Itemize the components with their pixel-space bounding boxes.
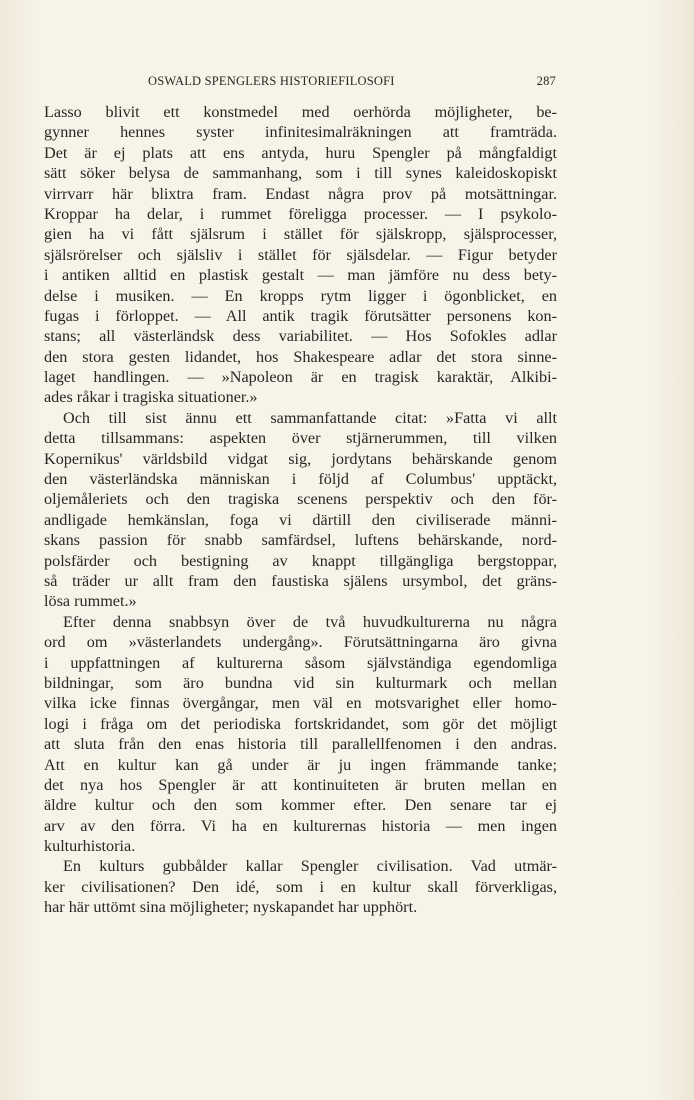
text-line: i antiken alltid en plastisk gestalt — man jämföre nu dess bety-	[44, 266, 557, 285]
text-line: Det är ej plats att ens antyda, huru Spengler på mångfaldigt	[44, 143, 557, 162]
text-line: stans; all västerländsk dess variabilitet. — Hos Sofokles adlar	[44, 327, 557, 346]
text-line: Kroppar ha delar, i rummet föreligga processer. — I psykolo-	[44, 204, 557, 223]
text-line: oljemåleriets och den tragiska scenens perspektiv och den för-	[44, 490, 557, 509]
paragraph	[44, 612, 557, 857]
text-line: Kopernikus' världsbild vidgat sig, jordytans behärskande genom	[44, 449, 557, 468]
text-line: själsrörelser och själsliv i stället för själsdelar. — Figur betyder	[44, 245, 557, 264]
text-line: äldre kultur och den som kommer efter. Den senare tar ej	[44, 796, 557, 815]
text-line: den västerländska människan i följd af Columbus' upptäckt,	[44, 470, 557, 489]
text-line: i uppfattningen af kulturerna såsom självständiga egendomliga	[44, 653, 557, 672]
text-line: virrvarr här blixtra fram. Endast några prov på motsättningar.	[44, 184, 557, 203]
text-line: den stora gesten lidandet, hos Shakespeare adlar det stora sinne-	[44, 347, 557, 366]
text-line: Efter denna snabbsyn över de två huvudkulturerna nu några	[63, 612, 557, 631]
paragraph	[44, 102, 557, 408]
text-line: Och till sist ännu ett sammanfattande citat: »Fatta vi allt	[63, 408, 557, 427]
text-line: delse i musiken. — En kropps rytm ligger i ögonblicket, en	[44, 286, 557, 305]
paragraph	[44, 856, 557, 917]
text-line: gien ha vi fått själsrum i stället för själskropp, själsprocesser,	[44, 225, 557, 244]
text-line: detta tillsammans: aspekten över stjärnerummen, till vilken	[44, 429, 557, 448]
text-line: ker civilisationen? Den idé, som i en kultur skall förverkligas,	[44, 877, 557, 896]
text-line: bildningar, som äro bundna vid sin kulturmark och mellan	[44, 673, 557, 692]
text-line: lösa rummet.»	[44, 592, 137, 611]
text-line: Att en kultur kan gå under är ju ingen främmande tanke;	[44, 755, 557, 774]
text-line: arv av den förra. Vi ha en kulturernas historia — men ingen	[44, 816, 557, 835]
text-line: det nya hos Spengler är att kontinuiteten är bruten mellan en	[44, 775, 557, 794]
text-line: ades råkar i tragiska situationer.»	[44, 388, 258, 407]
text-line: laget handlingen. — »Napoleon är en tragisk karaktär, Alkibi-	[44, 368, 557, 387]
text-line: skans passion för snabb samfärdsel, luftens behärskande, nord-	[44, 531, 557, 550]
body-text	[44, 102, 557, 918]
text-line: ord om »västerlandets undergång». Förutsättningarna äro givna	[44, 633, 557, 652]
text-line: kulturhistoria.	[44, 837, 136, 856]
text-line: så träder ur allt fram den faustiska själens ursymbol, det gräns-	[44, 571, 557, 590]
text-line: vilka icke finnas övergångar, men väl en motsvarighet eller homo-	[44, 694, 557, 713]
running-title: OSWALD SPENGLERS HISTORIEFILOSOFI	[148, 74, 395, 88]
text-line: andligade hemkänslan, foga vi därtill den civiliserade männi-	[44, 510, 557, 529]
paragraph	[44, 408, 557, 612]
text-line: polsfärder och bestigning av knappt tillgängliga bergstoppar,	[44, 551, 557, 570]
text-line: att sluta från den enas historia till parallellfenomen i den andras.	[44, 735, 557, 754]
text-line: logi i fråga om det periodiska fortskridandet, som gör det möjligt	[44, 714, 557, 733]
text-line: har här uttömt sina möjligheter; nyskapandet har upphört.	[44, 898, 418, 917]
text-line: En kulturs gubbålder kallar Spengler civilisation. Vad utmär-	[63, 857, 557, 876]
page-number: 287	[536, 74, 556, 88]
text-line: Lasso blivit ett konstmedel med oerhörda möjligheter, be-	[44, 103, 557, 121]
text-line: gynner hennes syster infinitesimalräkningen att framträda.	[44, 123, 557, 142]
text-line: fugas i förloppet. — All antik tragik förutsätter personens kon-	[44, 306, 557, 325]
text-line: sätt söker belysa de sammanhang, som i till synes kaleidoskopiskt	[44, 164, 557, 183]
